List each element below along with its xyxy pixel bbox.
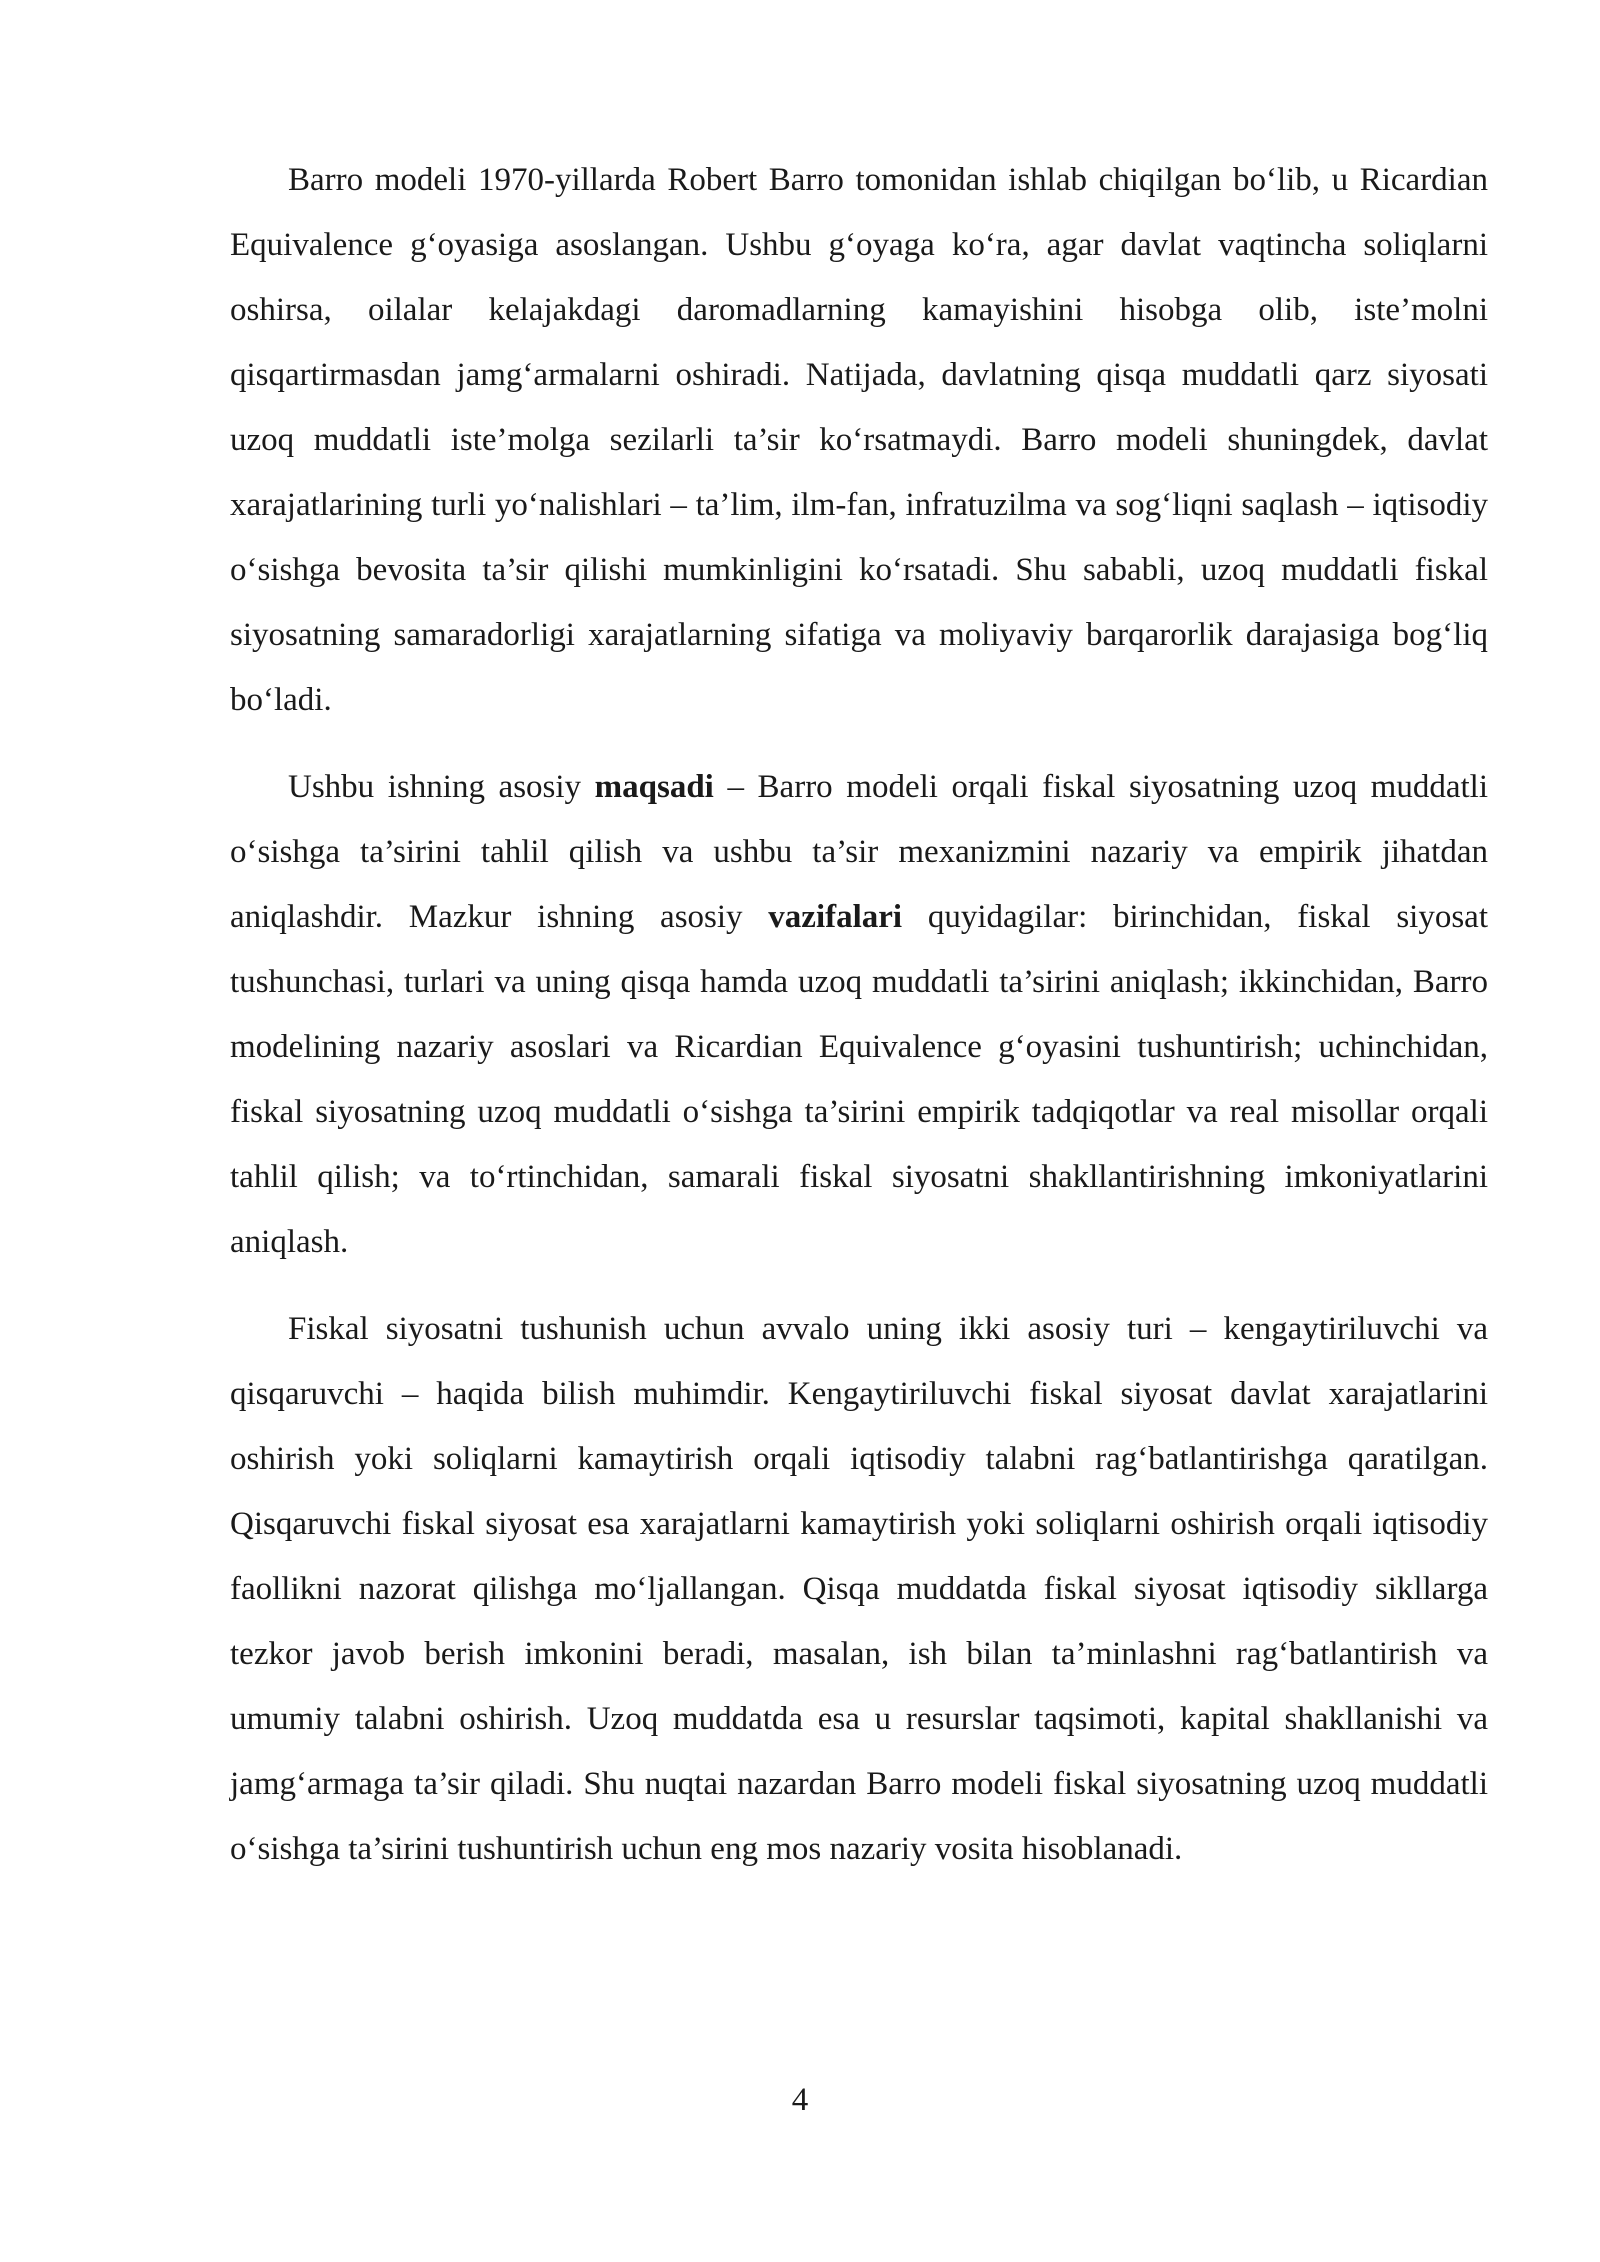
paragraph-text: Barro modeli 1970-yillarda Robert Barro tomonidan ishlab chiqilgan bo‘lib, u Ricardian Equivalence g‘oyasiga asoslangan. Ushbu g‘oyaga ko‘ra, agar davlat vaqtincha soliqlarni oshirsa, oilalar kelajakdagi daromadlarning kamayishini hisobga olib, iste’molni qisqartirmasdan jamg‘armalarni oshiradi. Natijada, davlatning qisqa muddatli qarz siyosati uzoq muddatli iste’molga sezilarli ta’sir ko‘rsatmaydi. Barro modeli shuningdek, davlat xarajatlarining turli yo‘nalishlari – ta’lim, ilm-fan, infratuzilma va sog‘liqni saqlash – iqtisodiy o‘sishga bevosita ta’sir qilishi mumkinligini ko‘rsatadi. Shu sababli, uzoq muddatli fiskal siyosatning samaradorligi xarajatlarning sifatiga va moliyaviy barqarorlik darajasiga bog‘liq bo‘ladi. bbox=[230, 162, 1488, 718]
bold-term-maqsadi: maqsadi bbox=[594, 769, 714, 805]
paragraph-barro-model bbox=[230, 148, 1488, 733]
paragraph-text: – Barro modeli orqali fiskal siyosatning uzoq muddatli o‘sishga ta’sirini tahlil qilish va ushbu ta’sir mexanizmini nazariy va empirik jihatdan aniqlashdir. Mazkur ishning asosiy bbox=[230, 769, 1488, 935]
paragraph-aim-and-tasks bbox=[230, 755, 1488, 1275]
bold-term-vazifalari: vazifalari bbox=[768, 899, 903, 935]
paragraph-text: quyidagilar: birinchidan, fiskal siyosat tushunchasi, turlari va uning qisqa hamda uzoq muddatli ta’sirini aniqlash; ikkinchidan, Barro modelining nazariy asoslari va Ricardian Equivalence g‘oyasini tushuntirish; uchinchidan, fiskal siyosatning uzoq muddatli o‘sishga ta’sirini empirik tadqiqotlar va real misollar orqali tahlil qilish; va to‘rtinchidan, samarali fiskal siyosatni shakllantirishning imkoniyatlarini aniqlash. bbox=[230, 899, 1488, 1260]
document-body bbox=[230, 148, 1488, 1882]
paragraph-text: Ushbu ishning asosiy bbox=[288, 769, 595, 805]
paragraph-fiscal-policy-types bbox=[230, 1297, 1488, 1882]
page-number: 4 bbox=[791, 2082, 809, 2118]
paragraph-text: Fiskal siyosatni tushunish uchun avvalo uning ikki asosiy turi – kengaytiriluvchi va qisqaruvchi – haqida bilish muhimdir. Kengaytiriluvchi fiskal siyosat davlat xarajatlarini oshirish yoki soliqlarni kamaytirish orqali iqtisodiy talabni rag‘batlantirishga qaratilgan. Qisqaruvchi fiskal siyosat esa xarajatlarni kamaytirish yoki soliqlarni oshirish orqali iqtisodiy faollikni nazorat qilishga mo‘ljallangan. Qisqa muddatda fiskal siyosat iqtisodiy sikllarga tezkor javob berish imkonini beradi, masalan, ish bilan ta’minlashni rag‘batlantirish va umumiy talabni oshirish. Uzoq muddatda esa u resurslar taqsimoti, kapital shakllanishi va jamg‘armaga ta’sir qiladi. Shu nuqtai nazardan Barro modeli fiskal siyosatning uzoq muddatli o‘sishga ta’sirini tushuntirish uchun eng mos nazariy vosita hisoblanadi. bbox=[230, 1311, 1488, 1867]
